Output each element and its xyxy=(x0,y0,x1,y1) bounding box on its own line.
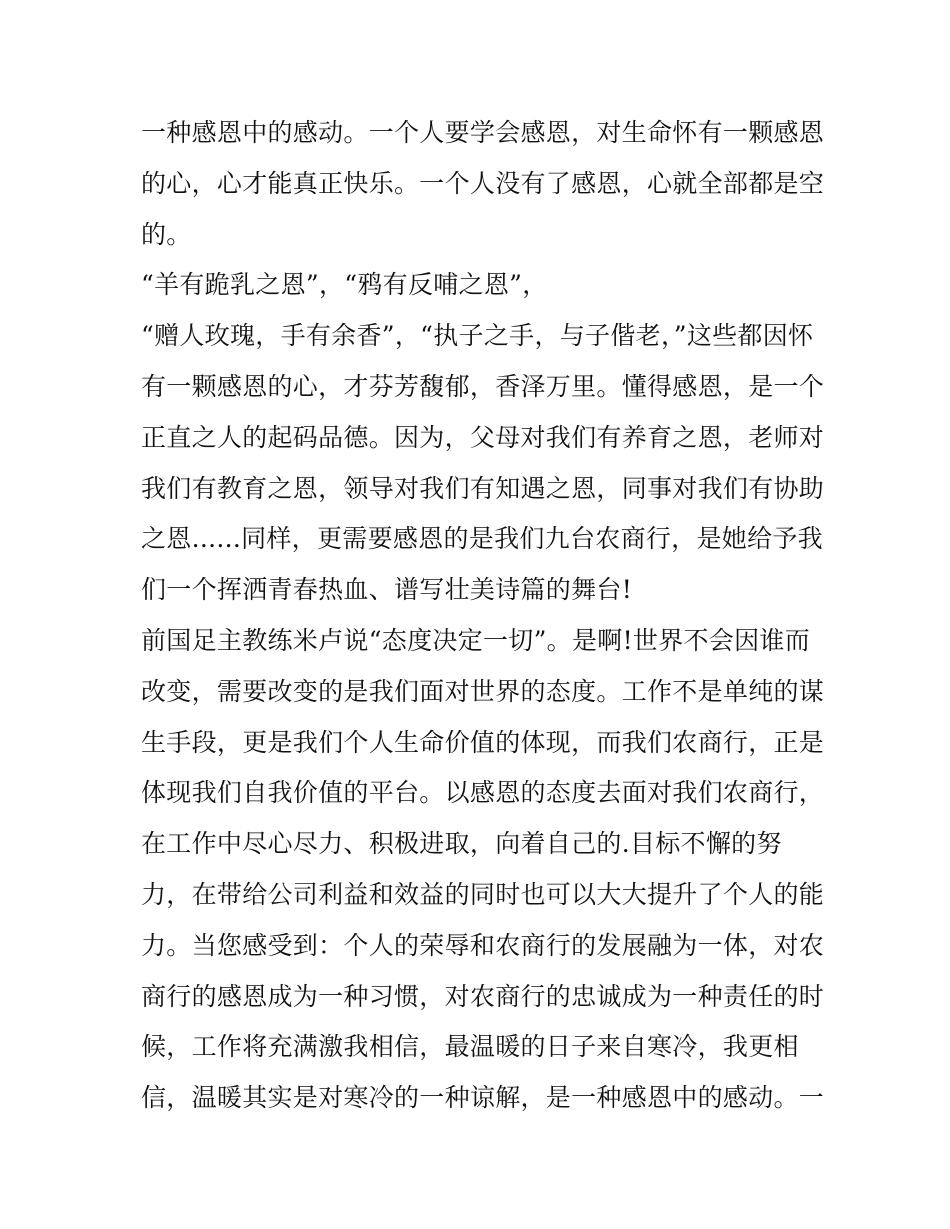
text-line: 在工作中尽心尽力、积极进取，向着自己的.目标不懈的努 xyxy=(141,829,782,859)
text-line: 生手段，更是我们个人生命价值的体现，而我们农商行，正是 xyxy=(141,727,825,757)
text-line: 的。 xyxy=(141,219,192,249)
text-line: “羊有跪乳之恩”，“鸦有反哺之恩”， xyxy=(141,270,548,300)
text-line: 正直之人的起码品德。因为，父母对我们有养育之恩，老师对 xyxy=(141,422,825,452)
document-body xyxy=(141,108,825,1124)
text-line: 前国足主教练米卢说“态度决定一切”。是啊!世界不会因谁而 xyxy=(141,625,811,655)
text-line: 候，工作将充满激我相信，最温暖的日子来自寒冷，我更相 xyxy=(141,1032,799,1062)
text-line: 的心，心才能真正快乐。一个人没有了感恩，心就全部都是空 xyxy=(141,168,825,198)
text-line: 有一颗感恩的心，才芬芳馥郁，香泽万里。懂得感恩，是一个 xyxy=(141,371,825,401)
text-line: 改变，需要改变的是我们面对世界的态度。工作不是单纯的谋 xyxy=(141,676,825,706)
text-line: 力。当您感受到：个人的荣辱和农商行的发展融为一体，对农 xyxy=(141,930,825,960)
text-line: 们一个挥洒青春热血、谱写壮美诗篇的舞台! xyxy=(141,575,633,605)
text-line: 我们有教育之恩，领导对我们有知遇之恩，同事对我们有协助 xyxy=(141,473,825,503)
text-line: 信，温暖其实是对寒冷的一种谅解，是一种感恩中的感动。一 xyxy=(141,1083,825,1113)
text-line: 力，在带给公司利益和效益的同时也可以大大提升了个人的能 xyxy=(141,879,825,909)
text-line: 体现我们自我价值的平台。以感恩的态度去面对我们农商行， xyxy=(141,778,825,808)
text-line: 之恩......同样，更需要感恩的是我们九台农商行，是她给予我 xyxy=(141,524,823,554)
text-line: “赠人玫瑰，手有余香”，“执子之手，与子偕老，”这些都因怀 xyxy=(141,321,814,351)
text-line: 商行的感恩成为一种习惯，对农商行的忠诚成为一种责任的时 xyxy=(141,981,825,1011)
text-line: 一种感恩中的感动。一个人要学会感恩，对生命怀有一颗感恩 xyxy=(141,118,825,147)
